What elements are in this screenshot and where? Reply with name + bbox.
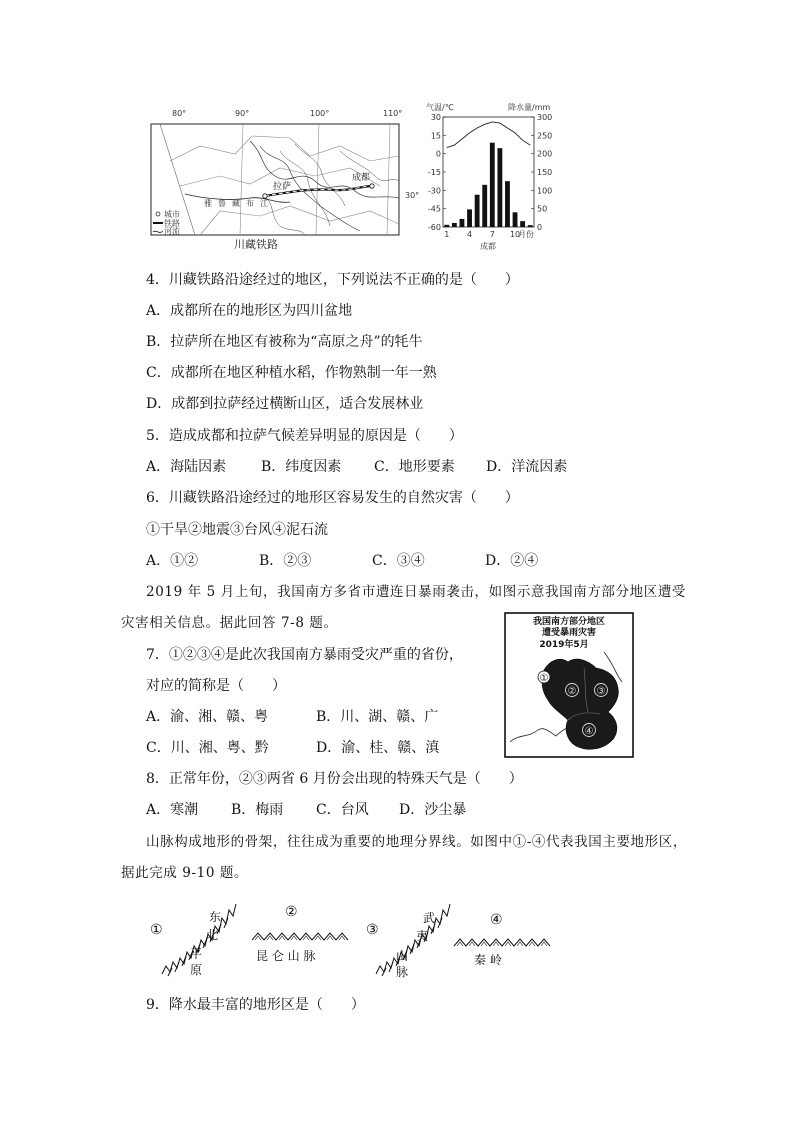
svg-text:④: ④ [584,726,594,737]
q7-option-b[interactable]: B．川、湖、赣、广 [316,709,439,725]
q4-option-b[interactable]: B．拉萨所在地区有被称为“高原之舟”的牦牛 [146,334,423,350]
right-tick-label: 300 [537,113,552,122]
q4-option-c[interactable]: C．成都所在地区种植水稻，作物熟制一年一熟 [146,365,437,381]
q4-stem: 4．川藏铁路沿途经过的地区，下列说法不正确的是（ ） [146,272,519,288]
m4-number: ④ [490,912,503,928]
label-lhasa: 拉萨 [273,182,292,192]
precipitation-bar [475,195,480,227]
chart-title: 成都 [480,242,496,251]
q5-option-b[interactable]: B．纬度因素 [261,459,342,475]
left-tick-label: -30 [427,186,441,196]
x-tick-label: 7 [489,230,495,239]
temperature-line [447,122,530,148]
label-yarlung-river: 雅鲁藏布江 [204,199,274,208]
precipitation-bar [452,223,457,227]
label-chengdu: 成都 [352,173,371,183]
m1-char-2: 北 [206,928,219,942]
q7-option-d[interactable]: D．渝、桂、赣、滇 [316,740,440,756]
legend-river: 河流 [164,227,180,236]
q7-option-c[interactable]: C．川、湘、粤、黔 [146,740,269,756]
q5-option-c[interactable]: C．地形要素 [374,459,455,475]
q7-stem-line2: 对应的简称是（ ） [146,678,286,694]
precipitation-bar [490,143,495,227]
legend-city: 城市 [164,210,180,219]
q6-option-c[interactable]: C．③④ [372,553,425,569]
x-tick-label: 4 [466,230,473,239]
m3-char-4: 脉 [396,965,409,979]
left-tick-label: -15 [427,168,441,177]
q5-option-d[interactable]: D．洋流因素 [486,459,568,475]
q6-stem: 6．川藏铁路沿途经过的地形区容易发生的自然灾害（ ） [146,490,519,506]
longitude-90: 90° [235,109,250,118]
chengdu-climate-chart [422,100,552,256]
q7-stem-line1: 7．①②③④是此次我国南方暴雨受灾严重的省份， [146,647,463,663]
precipitation-bar [444,225,449,227]
map2-title-line3: 2019年5月 [539,640,589,650]
longitude-100: 100° [310,109,330,118]
map2-title-line2: 遭受暴雨灾害 [541,628,597,638]
m4-mountain-range [454,939,550,946]
precipitation-bar [497,148,502,227]
right-tick-label: 0 [537,223,543,232]
m3-char-3: 山 [396,949,409,963]
left-tick-label: -60 [427,223,441,232]
left-tick-label: -45 [427,204,441,214]
intro78-line2: 灾害相关信息。据此回答 7-8 题。 [121,615,338,631]
legend-railway: 铁路 [164,219,180,228]
left-tick-label: 0 [435,149,441,159]
sichuan-tibet-railway-map [140,106,422,256]
svg-text:②: ② [567,686,577,697]
precipitation-bar [505,181,510,227]
right-axis-label: 降水量/mm [508,103,551,112]
m2-number: ② [285,904,298,920]
mountain-ranges-diagram [140,896,560,982]
precipitation-bar [467,209,472,227]
left-axis-label: 气温/℃ [426,103,454,112]
intro910-line1: 山脉构成地形的骨架，往往成为重要的地理分界线。如图中①-④代表我国主要地形区， [146,834,687,850]
q6-option-a[interactable]: A．①② [146,553,199,569]
q6-list: ①干旱②地震③台风④泥石流 [146,522,328,538]
q7-option-a[interactable]: A．渝、湘、赣、粤 [146,709,269,725]
m2-mountain-range [252,933,348,940]
m3-mountain-range [376,904,450,976]
q4-option-a[interactable]: A．成都所在的地形区为四川盆地 [146,303,353,319]
right-tick-label: 150 [537,168,552,177]
m1-char-1: 东 [209,910,222,924]
precipitation-bar [513,212,518,227]
intro78-line1: 2019 年 5 月上旬，我国南方多省市遭连日暴雨袭击，如图示意我国南方部分地区遭受 [146,584,687,600]
left-tick-label: 30 [430,113,441,122]
map2-title-line1: 我国南方部分地区 [532,617,606,627]
precipitation-bar [520,221,525,227]
left-tick-label: 15 [430,131,441,141]
intro910-line2: 据此完成 9-10 题。 [121,865,249,881]
q9-stem: 9．降水最丰富的地形区是（ ） [146,997,365,1013]
m4-label: 秦 岭 [474,953,502,967]
x-unit: 月份 [518,230,534,239]
m1-char-3: 平 [190,947,203,961]
q8-stem: 8．正常年份，②③两省 6 月份会出现的特殊天气是（ ） [146,771,523,787]
q4-option-d[interactable]: D．成都到拉萨经过横断山区，适合发展林业 [146,396,424,412]
longitude-80: 80° [172,109,187,118]
latitude-30: 30° [405,191,420,200]
q5-option-a[interactable]: A．海陆因素 [146,459,227,475]
q8-option-b[interactable]: B．梅雨 [231,802,284,818]
southern-rainstorm-map [504,612,634,758]
m2-label: 昆 仑 山 脉 [256,949,316,963]
x-tick-label: 1 [444,230,450,239]
chengdu-city-marker [370,184,374,188]
precipitation-bar [460,219,465,227]
plot-frame [443,117,534,227]
m3-number: ③ [366,922,379,938]
map1-caption: 川藏铁路 [234,238,278,251]
m1-number: ① [150,922,163,938]
right-tick-label: 250 [537,131,552,141]
longitude-110: 110° [383,109,403,118]
q6-option-d[interactable]: D．②④ [485,553,539,569]
right-tick-label: 50 [537,204,548,214]
q6-option-b[interactable]: B．②③ [259,553,312,569]
svg-text:③: ③ [596,686,606,697]
precipitation-bar [528,225,533,227]
q5-stem: 5．造成成都和拉萨气候差异明显的原因是（ ） [146,428,463,444]
m1-char-4: 原 [190,963,203,977]
x-tick-label: 10 [509,230,521,239]
q8-option-c[interactable]: C．台风 [316,802,369,818]
right-tick-label: 200 [537,149,552,159]
precipitation-bar [482,185,487,227]
right-tick-label: 100 [537,186,552,196]
m3-char-1: 武 [423,911,436,925]
lhasa-city-marker [263,194,267,198]
q8-option-d[interactable]: D．沙尘暴 [399,802,467,818]
m3-char-2: 夷 [416,929,429,943]
svg-text:①: ① [539,673,549,684]
q8-option-a[interactable]: A．寒潮 [146,802,199,818]
